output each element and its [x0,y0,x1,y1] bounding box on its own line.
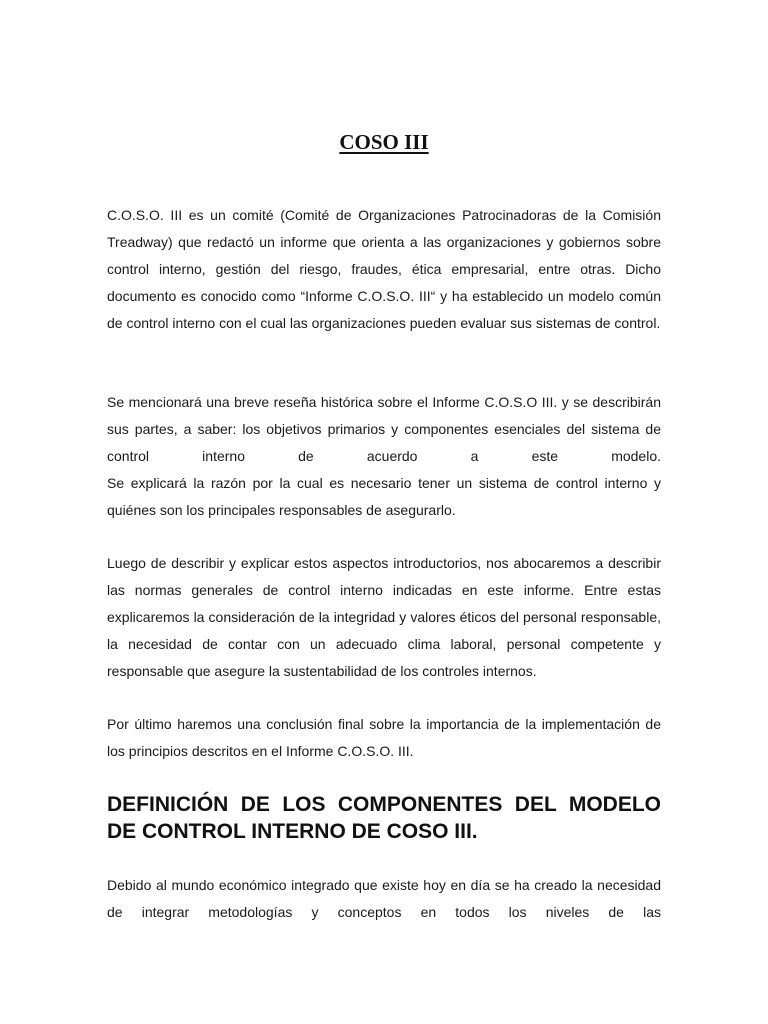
reason-paragraph: Se explicará la razón por la cual es necesario tener un sistema de control interno y quiénes son los principales responsables de asegurarlo. [107,475,661,518]
history-paragraph: Se mencionará una breve reseña histórica sobre el Informe C.O.S.O III. y se describirán sus partes, a saber: los objetivos primarios y componentes esenciales del sistema de control interno de acuerdo a este modelo. [107,394,661,464]
page-title: COSO III [339,130,429,154]
section-heading: DEFINICIÓN DE LOS COMPONENTES DEL MODELO DE CONTROL INTERNO DE COSO III. [107,793,661,843]
intro-paragraph: C.O.S.O. III es un comité (Comité de Organizaciones Patrocinadoras de la Comisión Treadway) que redactó un informe que orienta a las organizaciones y gobiernos sobre control interno, gestión del riesgo, fraudes, ética empresarial, entre otras. Dicho documento es conocido como “Informe C.O.S.O. III“ y ha establecido un modelo común de control interno con el cual las organizaciones pueden evaluar sus sistemas de control. [107,207,661,331]
norms-paragraph: Luego de describir y explicar estos aspectos introductorios, nos abocaremos a describir las normas generales de control interno indicadas en este informe. Entre estas explicaremos la consideración de la integridad y valores éticos del personal responsable, la necesidad de contar con un adecuado clima laboral, personal competente y responsable que asegure la sustentabilidad de los controles internos. [107,555,661,679]
conclusion-paragraph: Por último haremos una conclusión final sobre la importancia de la implementación de los principios descritos en el Informe C.O.S.O. III. [107,716,661,759]
section-paragraph: Debido al mundo económico integrado que existe hoy en día se ha creado la necesidad de integrar metodologías y conceptos en todos los niveles de las [107,877,661,920]
